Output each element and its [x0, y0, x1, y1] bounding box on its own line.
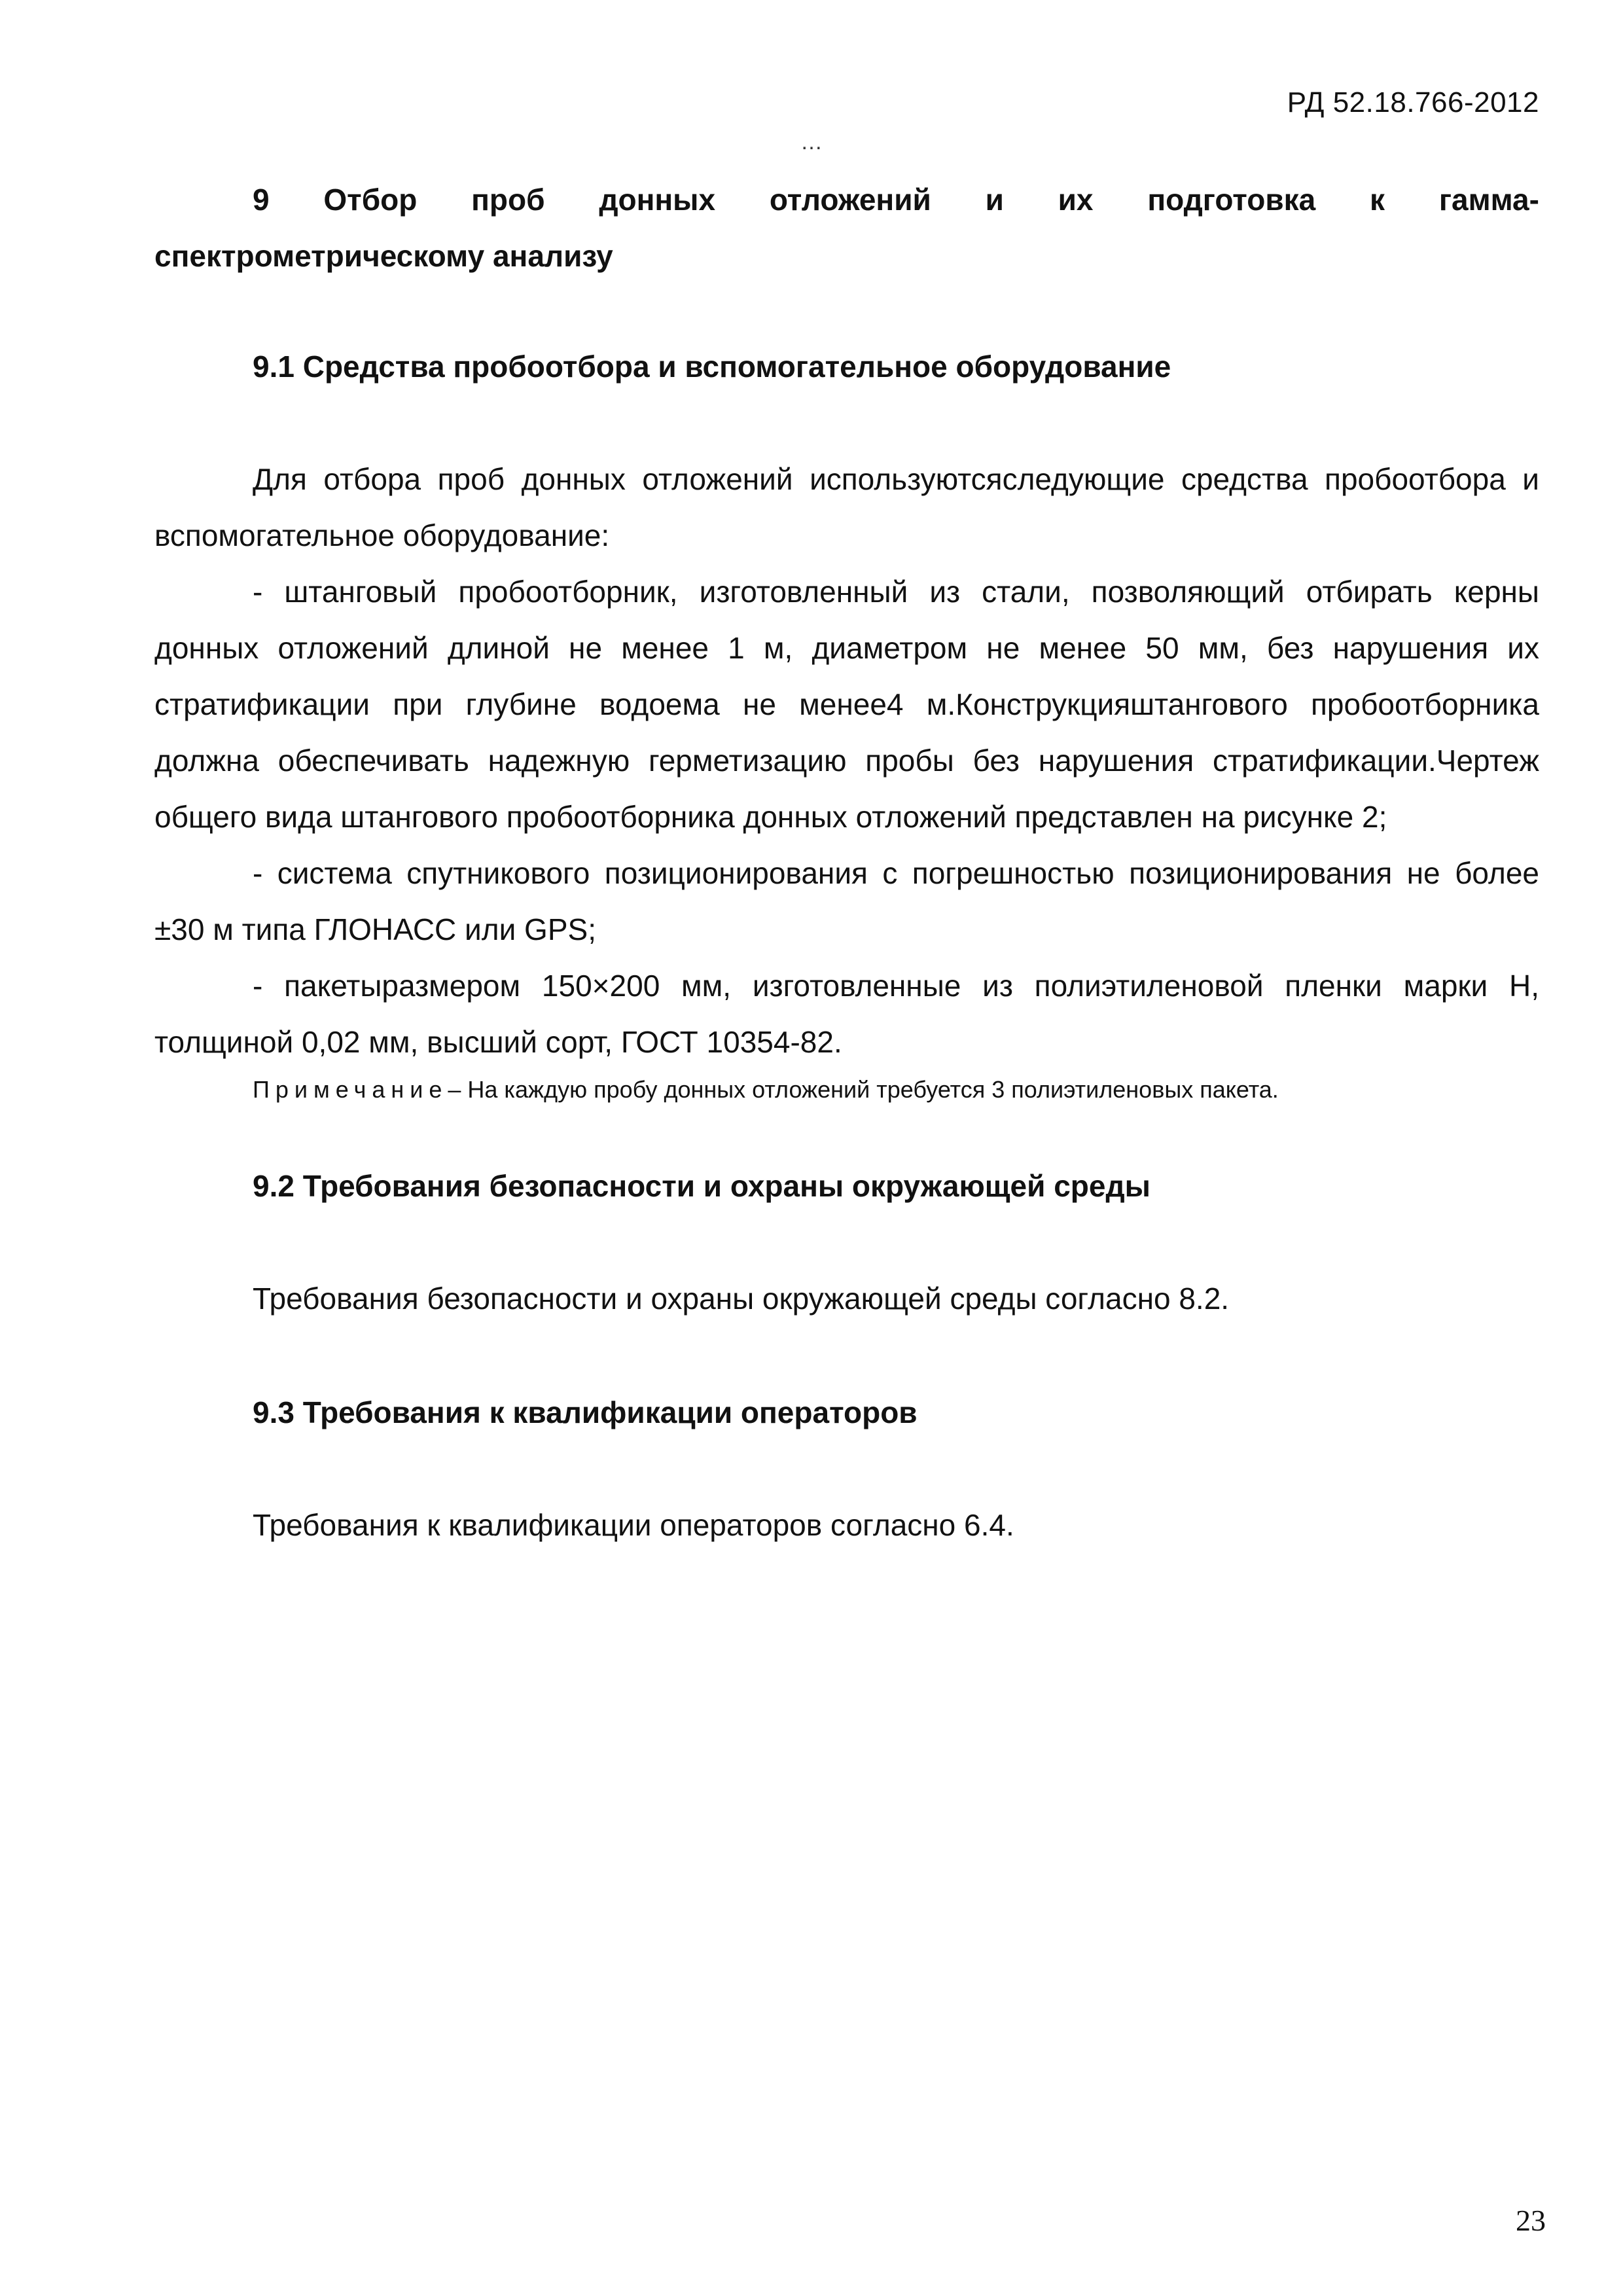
chapter-heading-first-line: [154, 171, 1539, 228]
section-9-1-intro: Для отбора проб донных отложений используютсяследующие средства пробоотбора и вспомогательное оборудование:: [154, 462, 1539, 552]
section-9-2-text: Требования безопасности и охраны окружающей среды согласно 8.2.: [253, 1282, 1230, 1316]
chapter-word: подготовка: [1147, 183, 1316, 217]
section-9-1-heading: 9.1 Средства пробоотбора и вспомогательное оборудование: [253, 350, 1171, 384]
equipment-item-gps: - система спутникового позиционирования с погрешностью позиционирования не более ±30 м типа ГЛОНАСС или GPS;: [154, 856, 1539, 946]
document-code: РД 52.18.766-2012: [1287, 86, 1539, 118]
chapter-word: проб: [471, 183, 545, 217]
page-number: 23: [1516, 2204, 1546, 2237]
chapter-heading: [154, 171, 1539, 284]
chapter-word: к: [1370, 183, 1385, 217]
note: [154, 1070, 1539, 1109]
chapter-word: Отбор: [323, 183, 418, 217]
equipment-item-bags: - пакетыразмером 150×200 мм, изготовленные из полиэтиленовой пленки марки Н, толщиной 0,02 мм, высший сорт, ГОСТ 10354-82.: [154, 969, 1539, 1059]
section-9-3-heading: 9.3 Требования к квалификации операторов: [253, 1395, 918, 1429]
chapter-word: гамма-: [1438, 183, 1539, 217]
section-9-3-text: Требования к квалификации операторов согласно 6.4.: [253, 1508, 1014, 1542]
equipment-item-sampler: - штанговый пробоотборник, изготовленный из стали, позволяющий отбирать керны донных отложений длиной не менее 1 м, диаметром не менее 50 мм, без нарушения их стратификации при глубине водоема не менее4 м.Конструкцияштангового пробоотборника должна обеспечивать надежную герметизацию пробы без нарушения стратификации.Чертеж общего вида штангового пробоотборника донных отложений представлен на рисунке 2;: [154, 575, 1539, 834]
chapter-word: их: [1058, 183, 1094, 217]
note-label: Примечание: [253, 1076, 448, 1103]
chapter-word: 9: [253, 183, 270, 217]
chapter-word: донных: [599, 183, 716, 217]
chapter-word: и: [985, 183, 1004, 217]
note-text: – На каждую пробу донных отложений требуется 3 полиэтиленовых пакета.: [448, 1076, 1279, 1103]
ellipsis-marker: …: [800, 130, 823, 154]
section-9-2-heading: 9.2 Требования безопасности и охраны окружающей среды: [253, 1169, 1150, 1203]
chapter-word: отложений: [769, 183, 931, 217]
chapter-heading-continuation: спектрометрическому анализу: [154, 239, 613, 273]
page-content: [154, 171, 1539, 1553]
